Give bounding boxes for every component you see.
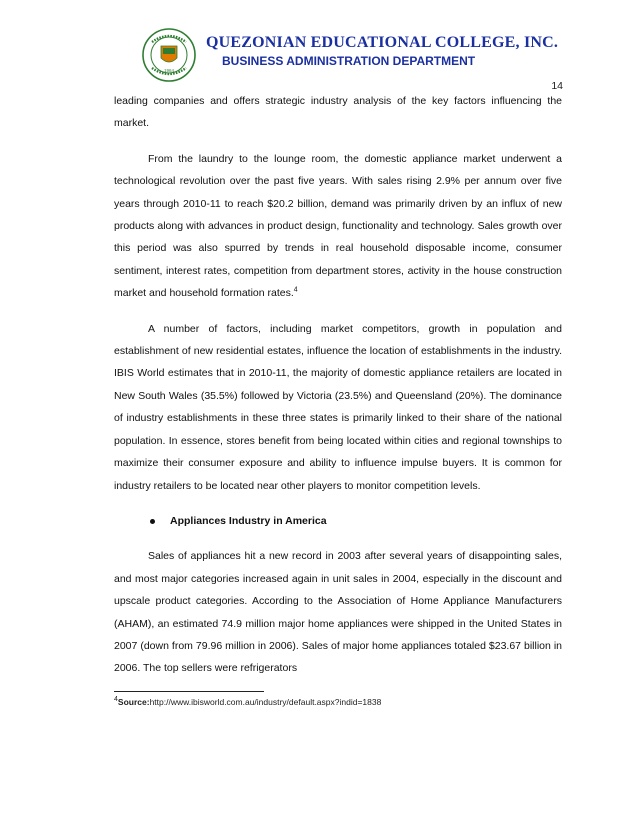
department-name: BUSINESS ADMINISTRATION DEPARTMENT xyxy=(222,54,476,68)
paragraph-3: A number of factors, including market competitors, growth in population and establishment of new residential estates, influence the location of establishments in the industry. IBIS World estimates that in 2010-11, the majority of domestic appliance retailers are located in New South Wales (35.5%) followed by Victoria (23.5%) and Queensland (20%). The dominance of industry establishments in these three states is primarily linked to their share of the national population. In essence, stores benefit from being located within cities and regional townships to maximize their consumer exposure and ability to influence impulse buyers. It is common for industry retailers to be located near other players to monitor competition levels. xyxy=(114,322,562,492)
paragraph-4: Sales of appliances hit a new record in 2003 after several years of disappointing sales, and most major categories increased again in unit sales in 2004, especially in the discount and upscale product categories. According to the Association of Home Appliance Manufacturers (AHAM), an estimated 74.9 million major home appliances were shipped in the United States in 2007 (down from 79.96 million in 2006). Sales of major home appliances totaled $23.67 billion in 2006. The top sellers were refrigerators xyxy=(114,550,562,675)
footnote-reference[interactable]: 4 xyxy=(293,286,298,294)
college-name: QUEZONIAN EDUCATIONAL COLLEGE, INC. xyxy=(206,34,559,51)
svg-text:1964: 1964 xyxy=(163,68,175,73)
document-body xyxy=(114,90,562,693)
paragraph-2-text: From the laundry to the lounge room, the domestic appliance market underwent a technological revolution over the past five years. With sales rising 2.9% per annum over five years through 2010-11 to reach $20.2 billion, demand was primarily driven by an influx of new products along with advances in product design, functionality and technology. Sales growth over this period was also spurred by trends in real household disposable income, consumer sentiment, interest rates, competition from department stores, activity in the house construction market and household formation rates. xyxy=(114,152,562,300)
page-number: 14 xyxy=(551,80,563,92)
footnote xyxy=(114,697,381,707)
paragraph-1: leading companies and offers strategic industry analysis of the key factors influencing the market. xyxy=(114,95,562,130)
page-header xyxy=(0,0,638,90)
paragraph-2 xyxy=(114,148,562,305)
bullet-icon xyxy=(150,519,155,524)
bullet-heading-text: Appliances Industry in America xyxy=(170,514,327,527)
footnote-label: Source: xyxy=(117,697,150,707)
footnote-divider xyxy=(114,691,264,692)
footnote-number: 4 xyxy=(114,696,118,704)
bullet-heading xyxy=(114,510,562,532)
college-seal-icon xyxy=(142,28,196,82)
footnote-url[interactable]: http://www.ibisworld.com.au/industry/default.aspx?indid=1838 xyxy=(149,697,382,707)
